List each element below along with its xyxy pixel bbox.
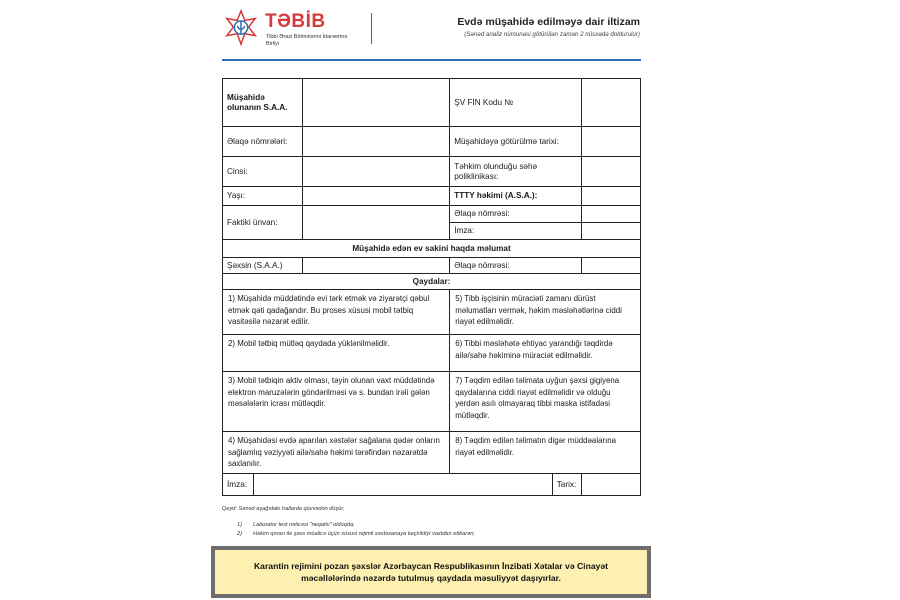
doctor-contact-label: Əlaqə nömrəsi: [450,206,582,223]
rule-8: 8) Təqdim edilən təlimatın digər müddəalarına riayət edilməlidir. [450,432,641,474]
fin-field[interactable] [582,79,641,127]
address-field[interactable] [303,206,450,240]
form-row [223,79,641,127]
rule-3: 3) Mobil tətbiqin aktiv olması, təyin olunan vaxt müddətində elektron maruzələrin göndərilməsi və s. bundan irəli gələn məsələlərin icrası mütləqdir. [223,372,450,432]
clinic-label: Təhkim olunduğu səhə poliklinikası: [450,157,582,187]
signature-field[interactable] [254,474,552,496]
name-label: Müşahidə olunanın S.A.A. [223,79,303,127]
signature-row [223,474,641,496]
contact-field[interactable] [303,127,450,157]
person-contact-label: Əlaqə nömrəsi: [450,258,582,274]
rule-7: 7) Təqdim edilən təlimata uyğun şəxsi gigiyena qaydalarına ciddi riayət edilməlidir və olduğu yerdən asılı olmayaraq tibbi maska istifadəsi mütləqdir. [450,372,641,432]
rules-row [223,372,641,432]
note-number: 2) [237,531,242,537]
rules-row [223,432,641,474]
section-header-row [223,274,641,290]
note-item [237,531,475,537]
rules-row [223,290,641,335]
resident-section-title: Müşahidə edən ev sakini haqda məlumat [223,240,641,258]
date-bottom-field[interactable] [582,474,641,496]
logo-name: TƏBİB [265,11,326,32]
gender-field[interactable] [303,157,450,187]
clinic-field[interactable] [582,157,641,187]
form-row [223,258,641,274]
notes-intro: Qeyd: Sənəd aşağıdakı hallarda qüvvədən düşür. [222,506,345,512]
age-field[interactable] [303,187,450,206]
header-divider [371,13,372,44]
observation-date-field[interactable] [582,127,641,157]
section-header-row [223,240,641,258]
header-rule [222,59,641,61]
logo-subtitle: Tibbi Ərazi Bölmələrini İdarəetmə Birliyi [266,34,348,47]
doctor-signature-label: İmza: [450,223,582,240]
name-field[interactable] [303,79,450,127]
person-contact-field[interactable] [582,258,641,274]
tabib-logo [222,9,372,49]
rules-row [223,335,641,372]
age-label: Yaşı: [223,187,303,206]
rules-title: Qaydalar: [223,274,641,290]
doctor-field[interactable] [582,187,641,206]
rule-4: 4) Müşahidəsi evdə aparılan xəstələr sağalana qədər onların sağlamlıq vəziyyəti ailə/sahə həkimi tərəfindən nəzarətdə saxlanılır. [223,432,450,474]
form-row [223,206,641,223]
rule-5: 5) Tibb işçisinin müraciəti zamanı dürüst məlumatları vermək, həkim məsləhətlərinə ciddi riayət edilməlidir. [450,290,641,335]
address-label: Faktiki ünvan: [223,206,303,240]
contact-label: Əlaqə nömrələri: [223,127,303,157]
observation-date-label: Müşahidəyə götürülmə tarixi: [450,127,582,157]
rule-6: 6) Tibbi məsləhətə ehtiyac yarandığı təqdirdə ailə/sahə həkiminə müraciət edilməlidir. [450,335,641,372]
fin-label: ŞV FİN Kodu № [450,79,582,127]
note-text: Həkim qərarı ilə şəxs müalicə üçün xüsusi rejimli xəstəxanaya keçirildiyi vaxtdan etibarən; [253,531,475,537]
person-label: Şəxsin (S.A.A.) [223,258,303,274]
rule-2: 2) Mobil tətbiq mütləq qaydada yüklənilməlidir. [223,335,450,372]
note-text: Laborator test nəticəsi "neqativ" olduqda; [253,522,355,528]
document-title: Evdə müşahidə edilməyə dair iltizam [457,16,640,28]
doctor-contact-field[interactable] [582,206,641,223]
person-field[interactable] [303,258,450,274]
warning-box [215,550,647,594]
doctor-signature-field[interactable] [582,223,641,240]
form-row [223,157,641,187]
date-bottom-label: Tarix: [552,474,581,496]
tabib-emblem-icon [222,9,260,47]
gender-label: Cinsi: [223,157,303,187]
document-subtitle: (Sənəd analiz nümunəsi götürülən zaman 2 nüsxədə doldurulur) [464,31,640,38]
form-row [223,127,641,157]
form-row [223,187,641,206]
signature-label: İmza: [223,474,254,496]
warning-text: Karantin rejimini pozan şəxslər Azərbaycan Respublikasının İnzibati Xətalar və Cinayət məcəllələrində nəzərdə tutulmuş qaydada məsuliyyət daşıyırlar. [253,561,609,583]
observation-form [222,78,641,496]
note-number: 1) [237,522,242,528]
rule-1: 1) Müşahidə müddətində evi tərk etmək və ziyarətçi qəbul etmək qəti qadağandır. Bu proses xüsusi mobil tətbiq vasitəsilə nəzarət edilir. [223,290,450,335]
doctor-label: TTTY həkimi (A.S.A.): [450,187,582,206]
note-item [237,522,355,528]
